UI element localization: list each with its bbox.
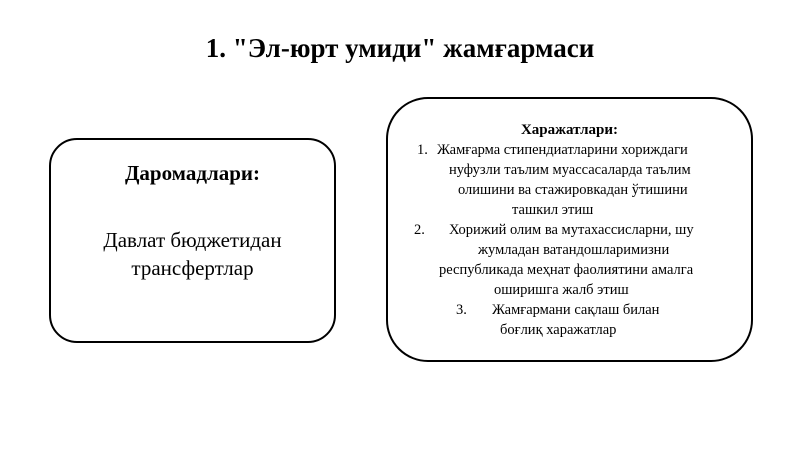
expense-item-line: республикада меҳнат фаолиятини амалга	[439, 262, 694, 278]
expense-item-line: жумладан ватандошларимизни	[478, 242, 670, 258]
expense-item-number: 2.	[414, 222, 425, 238]
income-box	[49, 138, 336, 343]
income-line: Давлат бюджетидан	[103, 228, 282, 252]
expense-item-line: Жамғармани сақлаш билан	[492, 302, 660, 318]
expense-item	[388, 300, 751, 340]
expense-item-line: ташкил этиш	[512, 202, 594, 218]
expense-box	[386, 97, 753, 362]
expense-item-line: Хорижий олим ва мутахассисларни, шу	[449, 222, 694, 238]
expense-item-line: Жамғарма стипендиатларини хориждаги	[437, 142, 688, 158]
expense-item-number: 3.	[456, 302, 467, 318]
expense-item-line: боғлиқ харажатлар	[500, 322, 617, 338]
income-line: трансфертлар	[131, 256, 254, 280]
expense-item-line: нуфузли таълим муассасаларда таълим	[449, 162, 691, 178]
income-text	[51, 226, 334, 282]
expense-item-line: олишини ва стажировкадан ўтишини	[458, 182, 688, 198]
expense-heading: Харажатлари:	[520, 122, 619, 138]
expense-item	[388, 140, 751, 220]
expense-item-line: оширишга жалб этиш	[494, 282, 629, 298]
expense-item-number: 1.	[417, 142, 428, 158]
slide-title: 1. "Эл-юрт умиди" жамғармаси	[205, 33, 595, 63]
income-heading: Даромадлари:	[124, 161, 261, 185]
expense-item	[388, 220, 751, 300]
